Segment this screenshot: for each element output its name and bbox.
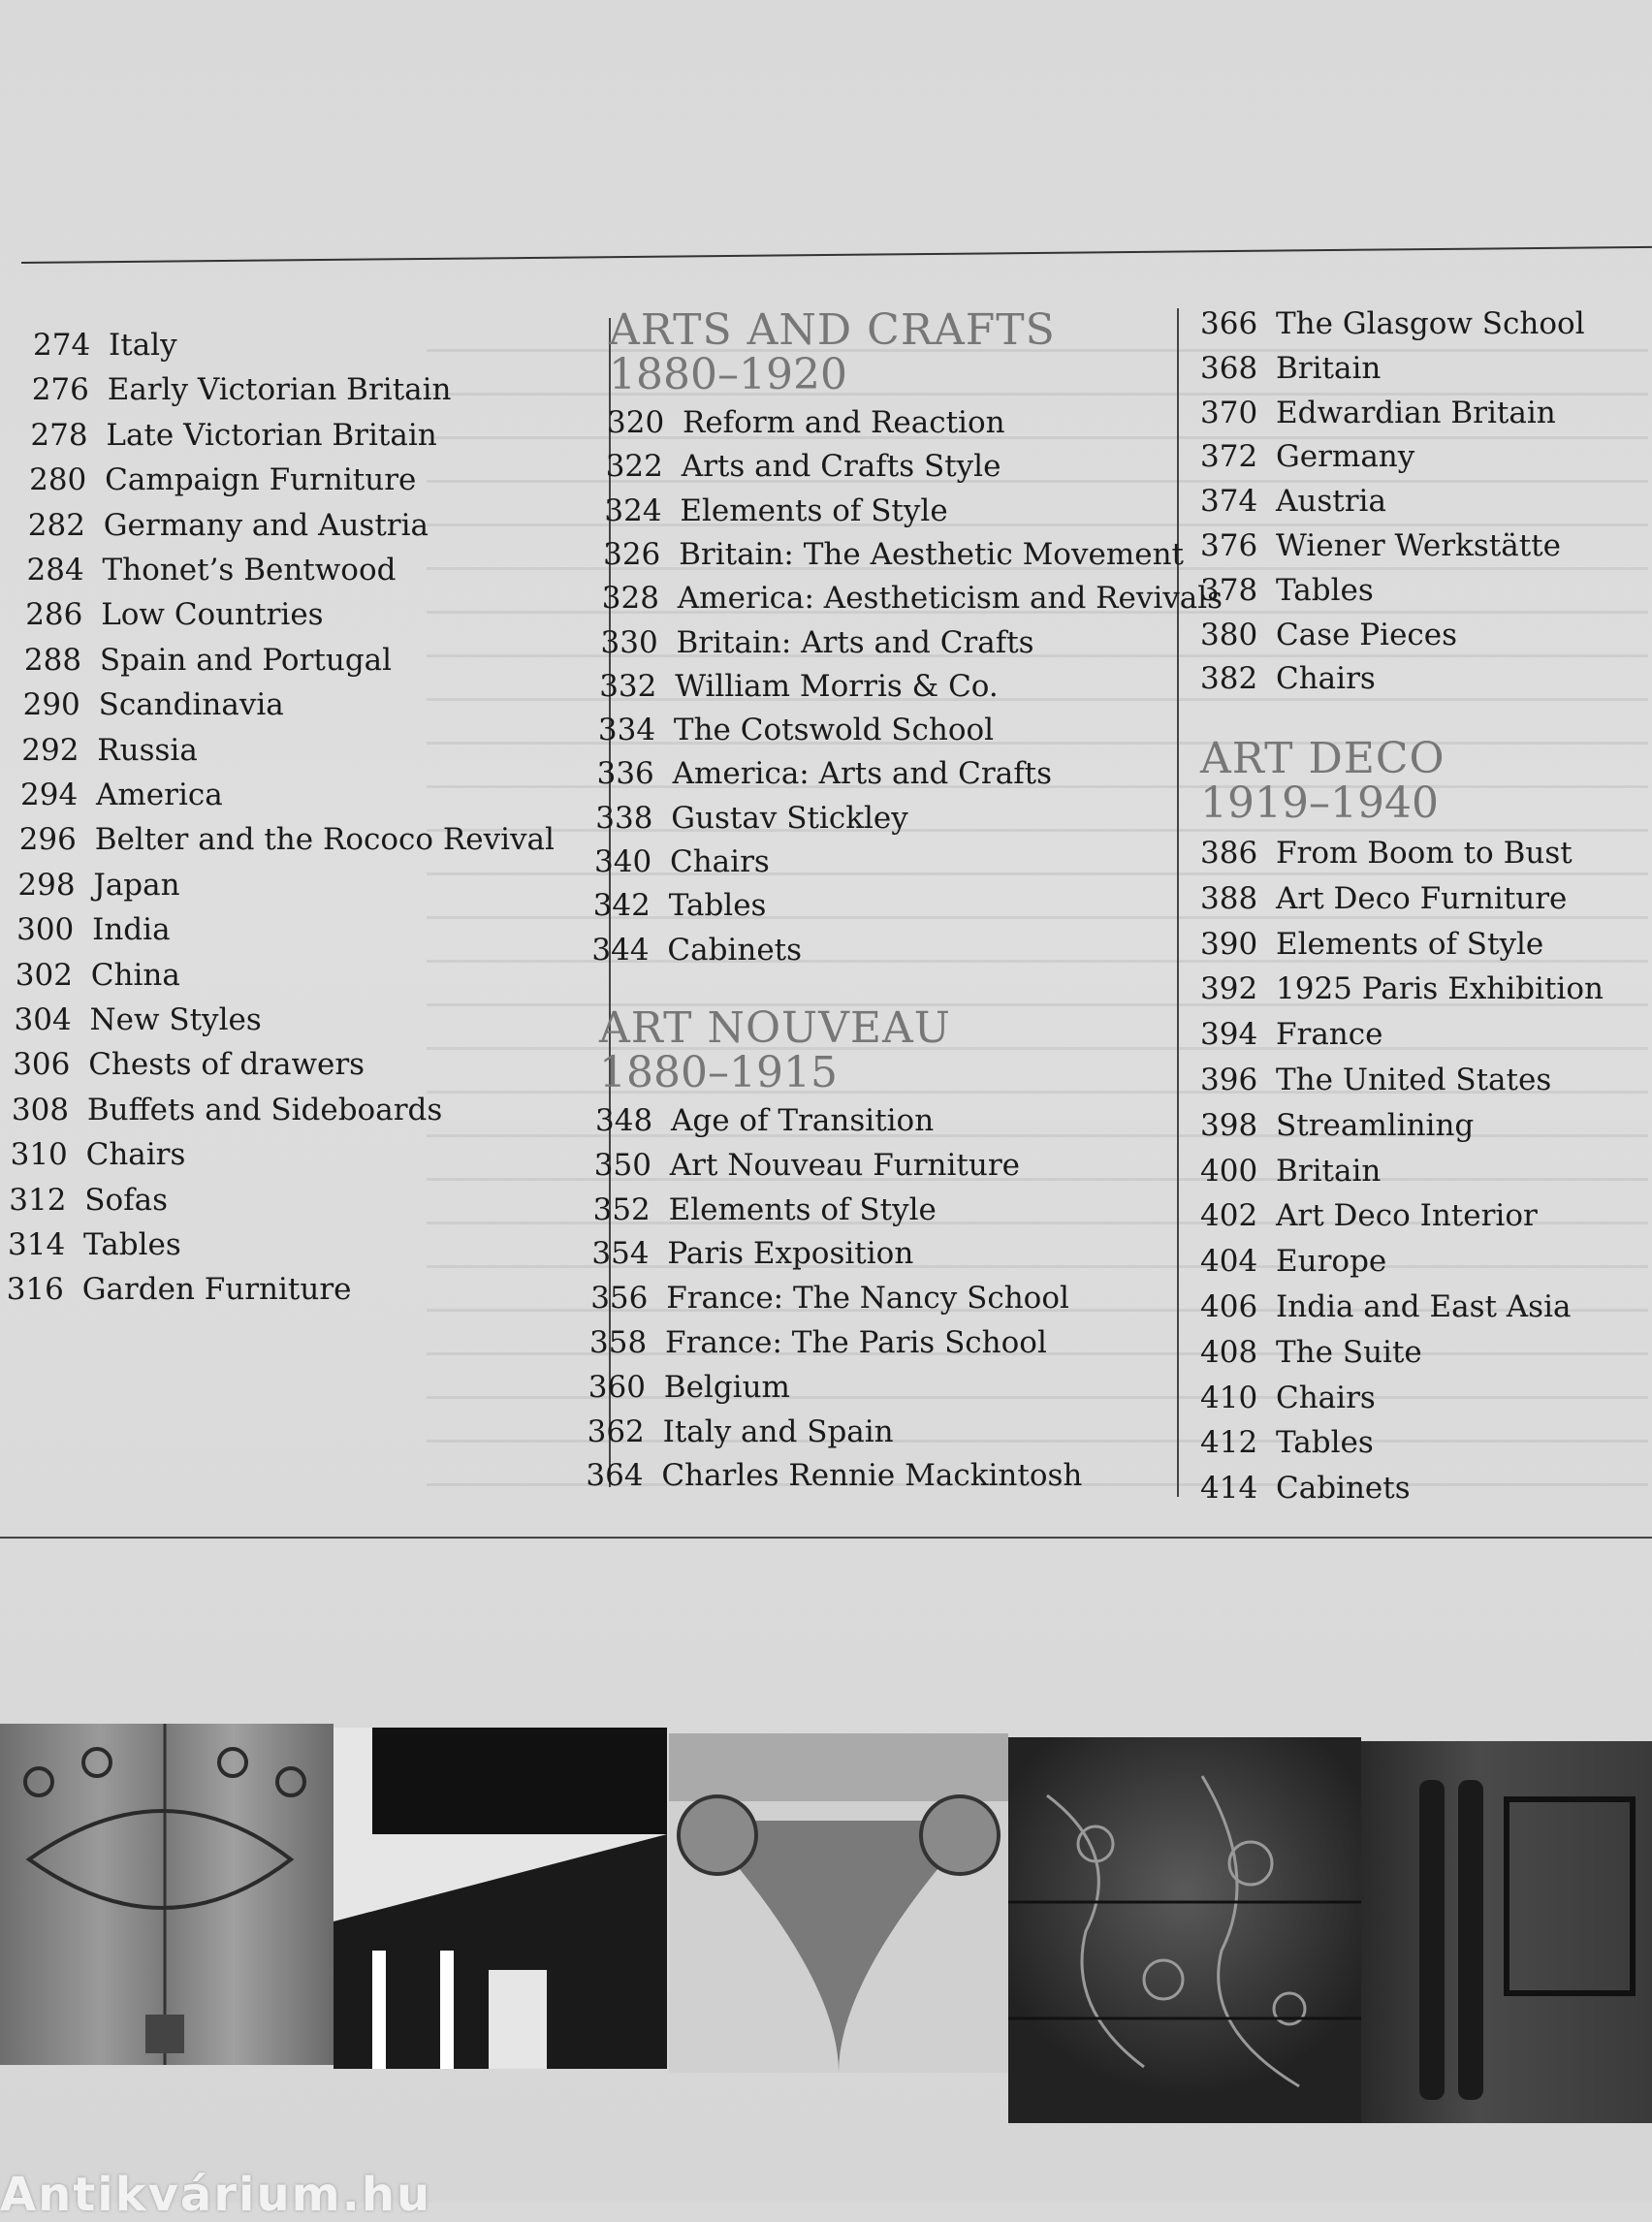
toc-entry	[602, 581, 1223, 616]
toc-entry	[607, 405, 1005, 440]
toc-entry	[25, 597, 323, 632]
page-number: 378	[1200, 572, 1258, 608]
toc-entry	[9, 1183, 168, 1218]
entry-title: Low Countries	[101, 597, 324, 633]
page-number: 284	[26, 553, 84, 587]
toc-entry	[598, 713, 994, 747]
page-number: 356	[590, 1281, 649, 1317]
toc-entry	[16, 912, 170, 947]
entry-title: Cabinets	[667, 932, 803, 968]
page-number: 366	[1200, 306, 1258, 341]
toc-entry	[1200, 528, 1561, 563]
lacquered-cabinet-photo	[1008, 1737, 1361, 2123]
entry-title: Tables	[83, 1227, 181, 1262]
page-number: 340	[594, 844, 652, 879]
inlay-pattern	[0, 1724, 334, 2065]
page-number: 360	[588, 1369, 646, 1405]
toc-entry	[1200, 1244, 1386, 1279]
toc-entry	[13, 1047, 365, 1082]
entry-title: Thonet’s Bentwood	[102, 553, 397, 587]
toc-entry	[29, 462, 416, 497]
toc-entry	[33, 328, 177, 363]
entry-title: Chairs	[1276, 661, 1376, 697]
entry-title: Chairs	[1276, 1380, 1376, 1415]
entry-title: From Boom to Bust	[1276, 836, 1573, 871]
entry-title: Russia	[97, 732, 198, 768]
column-divider-2	[1177, 308, 1179, 1497]
entry-title: Elements of Style	[680, 492, 948, 528]
page-number: 394	[1200, 1017, 1258, 1053]
toc-entry	[1200, 1154, 1381, 1189]
toc-entry	[1200, 1335, 1422, 1370]
toc-entry	[1200, 1471, 1411, 1506]
entry-title: Early Victorian Britain	[107, 372, 452, 408]
entry-title: Spain and Portugal	[99, 642, 393, 678]
page-number: 408	[1200, 1334, 1258, 1370]
page-number: 392	[1200, 971, 1258, 1007]
page-number: 410	[1200, 1380, 1258, 1415]
entry-title: Streamlining	[1276, 1107, 1475, 1143]
entry-title: Germany	[1276, 439, 1415, 475]
entry-title: Tables	[1276, 572, 1374, 608]
toc-entry	[595, 1103, 934, 1138]
toc-entry	[27, 553, 397, 587]
entry-title: America	[96, 778, 223, 812]
toc-entry	[16, 958, 180, 993]
section-title: ARTS AND CRAFTS	[609, 305, 1056, 355]
page-number: 374	[1200, 484, 1258, 520]
entry-title: Gustav Stickley	[671, 800, 908, 836]
page-number: 276	[31, 372, 89, 408]
entry-title: India and East Asia	[1276, 1289, 1572, 1324]
page-number: 406	[1200, 1289, 1258, 1324]
entry-title: Arts and Crafts Style	[681, 449, 1001, 485]
entry-title: Chairs	[670, 844, 770, 879]
entry-title: Age of Transition	[671, 1103, 935, 1138]
toc-entry	[1200, 1381, 1376, 1415]
toc-entry	[588, 1414, 894, 1449]
toc-entry	[595, 801, 907, 836]
entry-title: Britain	[1276, 350, 1382, 386]
page-number: 388	[1200, 880, 1258, 916]
page-number: 298	[17, 867, 76, 903]
entry-title: Chests of drawers	[88, 1047, 365, 1083]
entry-title: Italy and Spain	[662, 1413, 894, 1449]
entry-title: The Cotswold School	[673, 713, 995, 748]
toc-entry	[588, 1370, 790, 1405]
page-number: 380	[1200, 617, 1258, 652]
entry-title: Belter and the Rococo Revival	[94, 822, 555, 858]
entry-title: Case Pieces	[1276, 617, 1458, 652]
spindle-columns	[1361, 1741, 1652, 2123]
entry-title: Late Victorian Britain	[106, 417, 437, 453]
entry-title: France: The Paris School	[665, 1325, 1047, 1360]
toc-entry	[599, 669, 999, 704]
toc-entry	[1200, 396, 1556, 430]
entry-title: China	[90, 957, 180, 993]
entry-title: Britain: The Aesthetic Movement	[679, 536, 1184, 572]
entry-title: The Glasgow School	[1276, 306, 1585, 341]
page-number: 282	[27, 507, 85, 543]
page-number: 400	[1200, 1153, 1258, 1189]
entry-title: Reform and Reaction	[683, 405, 1005, 440]
page-number: 274	[33, 328, 91, 363]
entry-title: India	[92, 912, 171, 948]
page-number: 352	[592, 1191, 651, 1227]
entry-title: Art Deco Furniture	[1276, 880, 1568, 916]
page-number: 376	[1200, 528, 1258, 563]
entry-title: Tables	[668, 888, 767, 924]
page-number: 342	[592, 888, 651, 924]
geometric-chair-photo	[334, 1728, 667, 2069]
toc-entry	[594, 844, 770, 879]
toc-entry	[17, 868, 179, 903]
bottom-rule	[0, 1537, 1652, 1539]
top-rule	[21, 246, 1652, 264]
scroll-bracket	[669, 1733, 1008, 2073]
entry-title: Sofas	[84, 1182, 169, 1218]
toc-entry	[1200, 1289, 1571, 1324]
toc-entry	[20, 778, 223, 812]
toc-entry	[591, 1236, 913, 1271]
toc-entry	[597, 756, 1052, 791]
toc-entry	[594, 1148, 1020, 1183]
page-number: 292	[21, 732, 79, 768]
page-number: 306	[13, 1047, 71, 1083]
page-number: 320	[607, 405, 665, 440]
entry-title: France: The Nancy School	[666, 1281, 1069, 1317]
toc-entry	[589, 1325, 1047, 1360]
toc-entry	[1200, 573, 1374, 608]
toc-entry	[593, 888, 767, 923]
toc-entry	[32, 372, 452, 407]
inlaid-door-photo	[0, 1724, 334, 2065]
entry-title: Elements of Style	[668, 1191, 937, 1227]
page-number: 286	[25, 597, 83, 633]
oak-cabinet-photo	[1361, 1741, 1652, 2123]
page-number: 302	[15, 957, 73, 993]
toc-entry	[15, 1002, 262, 1037]
toc-entry	[601, 625, 1034, 660]
entry-title: Cabinets	[1276, 1471, 1411, 1507]
page-number: 350	[593, 1147, 651, 1183]
entry-title: Italy	[109, 328, 177, 363]
section-years: 1880–1920	[609, 350, 847, 399]
section-title: ART DECO	[1200, 734, 1446, 783]
section-years: 1919–1940	[1200, 778, 1439, 828]
page-number: 402	[1200, 1198, 1258, 1234]
entry-title: Germany and Austria	[103, 507, 429, 543]
entry-title: Paris Exposition	[667, 1236, 914, 1272]
furniture-photo-strip	[0, 1716, 1652, 2123]
entry-title: Elements of Style	[1276, 926, 1544, 962]
page-number: 368	[1200, 350, 1258, 386]
toc-entry	[1200, 1108, 1474, 1143]
page-number: 390	[1200, 926, 1258, 962]
entry-title: Tables	[1276, 1425, 1374, 1461]
page-number: 382	[1200, 661, 1258, 697]
page-number: 344	[591, 932, 650, 968]
page-number: 336	[596, 756, 654, 792]
toc-entry	[28, 508, 429, 543]
toc-entry	[7, 1272, 352, 1307]
toc-entry	[19, 822, 555, 857]
page-number: 280	[29, 462, 87, 498]
page-number: 288	[23, 642, 82, 678]
toc-entry	[586, 1458, 1082, 1493]
toc-entry	[24, 643, 392, 678]
toc-entry	[1200, 971, 1604, 1006]
toc-entry	[23, 687, 284, 722]
toc-entry	[12, 1093, 442, 1127]
page-number: 412	[1200, 1425, 1258, 1461]
entry-title: Edwardian Britain	[1276, 395, 1556, 430]
toc-entry	[591, 933, 802, 968]
entry-title: Scandinavia	[98, 687, 284, 723]
toc-entry	[1200, 351, 1381, 386]
toc-entry	[21, 733, 198, 768]
toc-entry	[30, 418, 436, 453]
toc-entry	[11, 1137, 186, 1172]
floral-decoration	[1008, 1737, 1361, 2123]
page-number: 370	[1200, 395, 1258, 430]
entry-title: William Morris & Co.	[675, 668, 999, 704]
toc-entry	[1200, 618, 1457, 652]
page-number: 304	[14, 1002, 72, 1037]
page-number: 358	[589, 1325, 648, 1360]
entry-title: Wiener Werkstätte	[1276, 528, 1561, 563]
entry-title: Campaign Furniture	[105, 462, 417, 498]
page-number: 338	[595, 800, 653, 836]
section-title: ART NOUVEAU	[599, 1003, 951, 1053]
entry-title: 1925 Paris Exhibition	[1276, 971, 1604, 1007]
entry-title: Europe	[1276, 1244, 1387, 1280]
toc-entry	[606, 449, 1001, 484]
toc-entry	[603, 537, 1184, 572]
page-number: 312	[9, 1182, 67, 1218]
entry-title: Britain: Arts and Crafts	[676, 624, 1034, 660]
page-number: 372	[1200, 439, 1258, 475]
toc-entry	[590, 1281, 1069, 1316]
entry-title: Charles Rennie Mackintosh	[661, 1458, 1083, 1494]
entry-title: America: Aestheticism and Revivals	[677, 581, 1223, 617]
entry-title: The Suite	[1276, 1334, 1422, 1370]
toc-entry	[604, 493, 947, 528]
page-number: 296	[18, 822, 77, 858]
toc-entry	[1200, 306, 1585, 341]
page-number: 308	[11, 1092, 70, 1127]
toc-entry	[1200, 1017, 1382, 1052]
watermark: Antikvárium.hu	[0, 2168, 432, 2222]
toc-entry	[8, 1227, 181, 1262]
section-years: 1880–1915	[599, 1048, 838, 1097]
toc-entry	[1200, 1063, 1551, 1097]
toc-entry	[1200, 881, 1567, 916]
page-number: 300	[16, 912, 75, 948]
page-number: 324	[604, 492, 662, 528]
page-number: 330	[600, 624, 658, 660]
entry-title: Buffets and Sideboards	[86, 1092, 443, 1127]
entry-title: Art Nouveau Furniture	[669, 1147, 1020, 1183]
toc-entry	[1200, 661, 1376, 696]
page-number: 362	[587, 1413, 645, 1449]
toc-entry	[1200, 927, 1543, 962]
entry-title: Japan	[93, 867, 180, 903]
geometric-shapes	[334, 1728, 667, 2069]
entry-title: America: Arts and Crafts	[672, 756, 1053, 792]
page-number: 354	[591, 1236, 650, 1272]
page-number: 404	[1200, 1244, 1258, 1280]
page-number: 348	[595, 1103, 653, 1138]
page-number: 414	[1200, 1471, 1258, 1507]
entry-title: Art Deco Interior	[1276, 1198, 1538, 1234]
page-number: 328	[601, 581, 659, 617]
carved-leg-photo	[669, 1733, 1008, 2073]
page-number: 396	[1200, 1063, 1258, 1097]
toc-entry	[1200, 439, 1414, 474]
page-number: 310	[10, 1137, 68, 1173]
entry-title: Belgium	[663, 1369, 790, 1405]
page-number: 322	[605, 449, 663, 485]
toc-entry	[1200, 1425, 1374, 1460]
toc-entry	[1200, 484, 1386, 519]
entry-title: Garden Furniture	[81, 1272, 352, 1308]
entry-title: Chairs	[85, 1137, 186, 1173]
page-number: 364	[586, 1458, 644, 1494]
page-number: 332	[599, 668, 657, 704]
page-number: 398	[1200, 1107, 1258, 1143]
page-number: 334	[597, 713, 656, 748]
page-number: 314	[8, 1227, 66, 1262]
toc-entry	[593, 1192, 937, 1227]
entry-title: Austria	[1276, 484, 1386, 520]
page-number: 326	[603, 536, 661, 572]
entry-title: The United States	[1276, 1063, 1552, 1097]
toc-entry	[1200, 836, 1573, 871]
page-number: 294	[20, 778, 79, 812]
entry-title: New Styles	[89, 1002, 262, 1037]
page-number: 290	[22, 687, 80, 723]
toc-entry	[1200, 1198, 1538, 1233]
entry-title: France	[1276, 1017, 1383, 1053]
page-number: 386	[1200, 836, 1258, 871]
page-number: 278	[30, 417, 88, 453]
page-number: 316	[6, 1272, 64, 1308]
entry-title: Britain	[1276, 1153, 1382, 1189]
